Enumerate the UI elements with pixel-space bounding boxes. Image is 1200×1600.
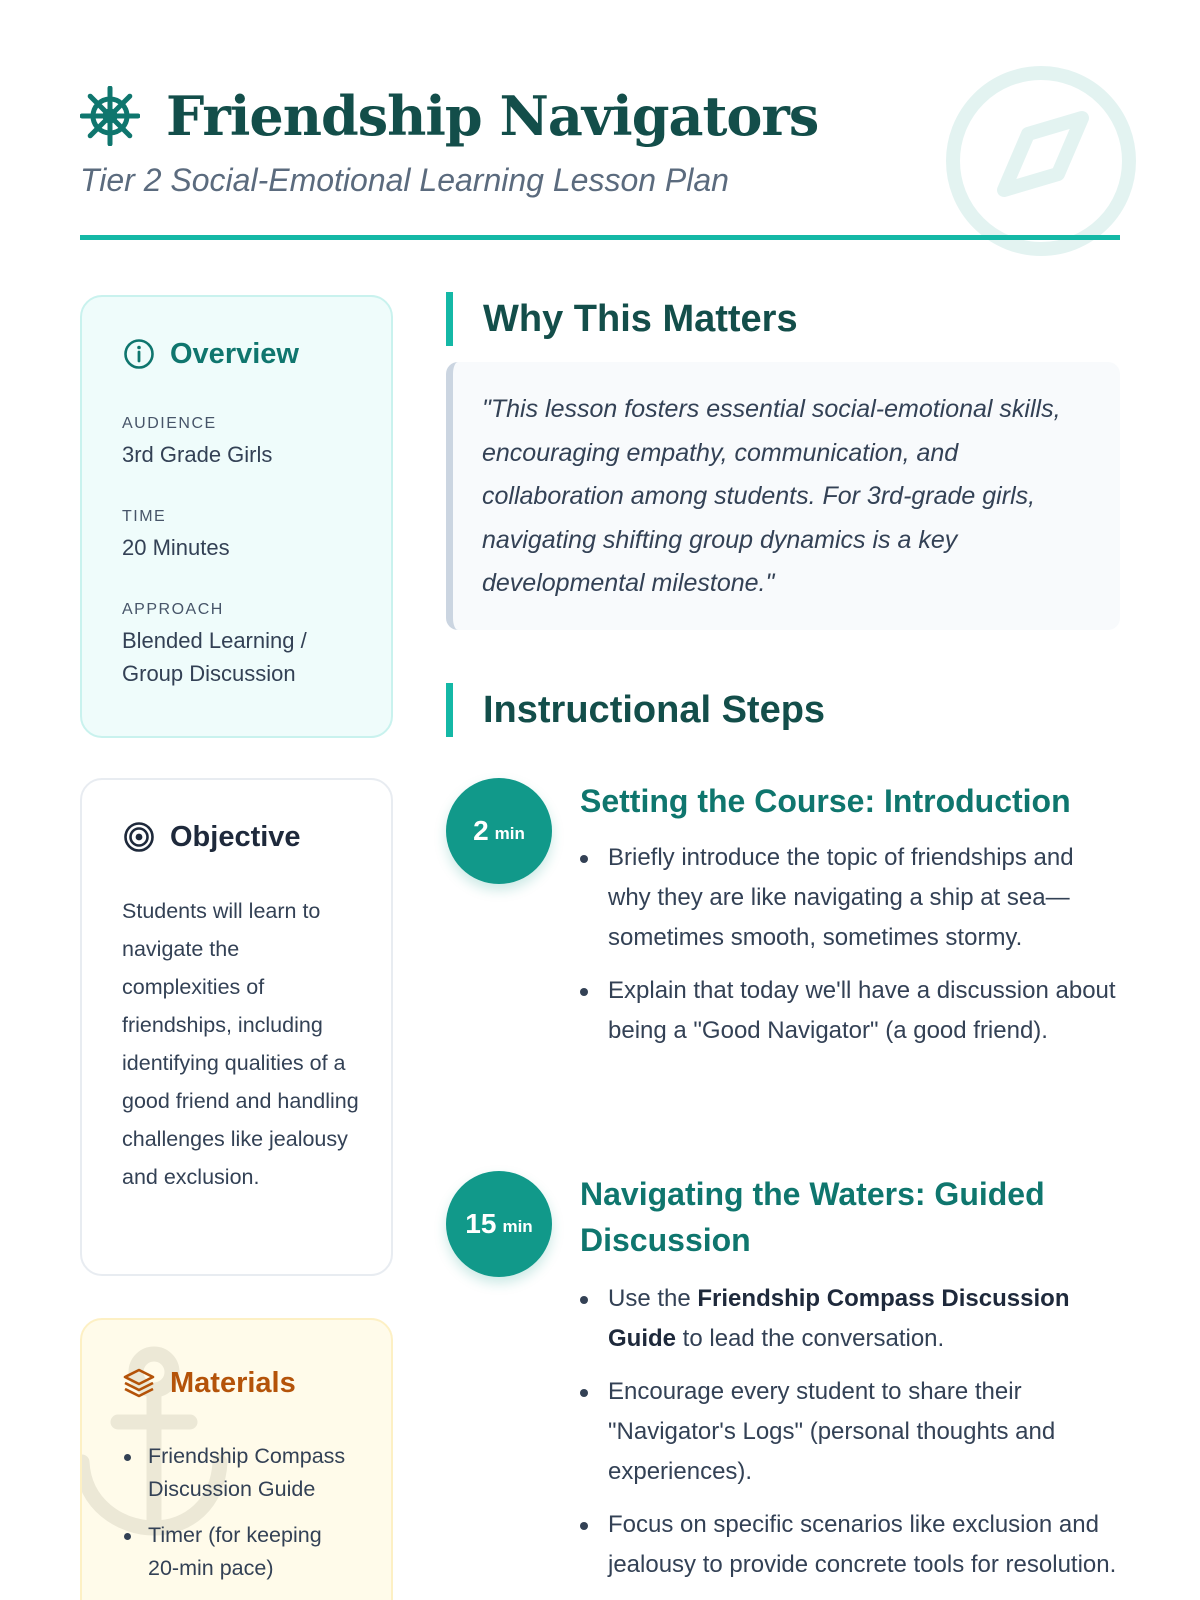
overview-card (80, 295, 393, 738)
materials-title: Materials (170, 1366, 296, 1399)
objective-card (80, 778, 393, 1276)
materials-header (122, 1366, 296, 1400)
info-icon (122, 337, 156, 371)
list-item (580, 1279, 1120, 1359)
steps-title: Instructional Steps (483, 688, 826, 731)
objective-title: Objective (170, 820, 301, 853)
page-title: Friendship Navigators (166, 84, 819, 148)
approach-label: APPROACH (122, 601, 224, 618)
header-divider (80, 235, 1120, 240)
why-section-header (446, 292, 798, 346)
target-icon (122, 820, 156, 854)
audience-label: AUDIENCE (122, 415, 217, 432)
list-item: Explain that today we'll have a discussion about being a "Good Navigator" (a good friend). (580, 971, 1120, 1051)
step-title: Setting the Course: Introduction (580, 783, 1071, 819)
objective-header (122, 820, 301, 854)
why-title: Why This Matters (483, 297, 798, 340)
objective-text: Students will learn to navigate the complexities of friendships, including identifying qualities of a good friend and handling challenges like jealousy and exclusion. (122, 899, 359, 1189)
bullet-text: to lead the conversation. (676, 1325, 945, 1352)
audience-value: 3rd Grade Girls (122, 442, 273, 467)
ship-wheel-icon (80, 86, 140, 146)
list-item: Focus on specific scenarios like exclusion and jealousy to provide concrete tools for resolution. (580, 1505, 1120, 1585)
list-item: Friendship Compass Discussion Guide (122, 1440, 352, 1506)
duration-badge (446, 1171, 552, 1277)
section-accent-bar (446, 683, 453, 737)
layers-icon (122, 1366, 156, 1400)
bullet-text: Use the (608, 1285, 698, 1312)
list-item: Encourage every student to share their "Navigator's Logs" (personal thoughts and experiences). (580, 1372, 1120, 1492)
list-item: Briefly introduce the topic of friendships and why they are like navigating a ship at sea—sometimes smooth, sometimes stormy. (580, 838, 1120, 958)
duration-value: 15 (465, 1208, 497, 1239)
duration-value: 2 (473, 815, 489, 846)
approach-value: Blended Learning / Group Discussion (122, 628, 307, 686)
page-header (80, 80, 1120, 242)
step-title: Navigating the Waters: Guided Discussion (580, 1176, 1045, 1258)
time-value: 20 Minutes (122, 535, 230, 560)
guide-name: Friendship Compass Discussion Guide (608, 1285, 1070, 1352)
why-quote-box (446, 362, 1120, 630)
materials-card (80, 1318, 393, 1600)
step-bullets (580, 838, 1120, 1064)
duration-unit: min (502, 1217, 533, 1236)
overview-header (122, 337, 299, 371)
why-quote: "This lesson fosters essential social-emotional skills, encouraging empathy, communication, and collaboration among students. For 3rd-grade girls, navigating shifting group dynamics is a key developmental milestone." (482, 395, 1061, 597)
overview-title: Overview (170, 337, 299, 370)
duration-unit: min (494, 824, 525, 843)
list-item: Timer (for keeping 20-min pace) (122, 1519, 352, 1585)
materials-list (122, 1440, 352, 1598)
step-bullets (580, 1279, 1120, 1598)
time-label: TIME (122, 508, 167, 525)
duration-badge (446, 778, 552, 884)
section-accent-bar (446, 292, 453, 346)
page-subtitle: Tier 2 Social-Emotional Learning Lesson Plan (80, 162, 729, 198)
steps-section-header (446, 683, 825, 737)
